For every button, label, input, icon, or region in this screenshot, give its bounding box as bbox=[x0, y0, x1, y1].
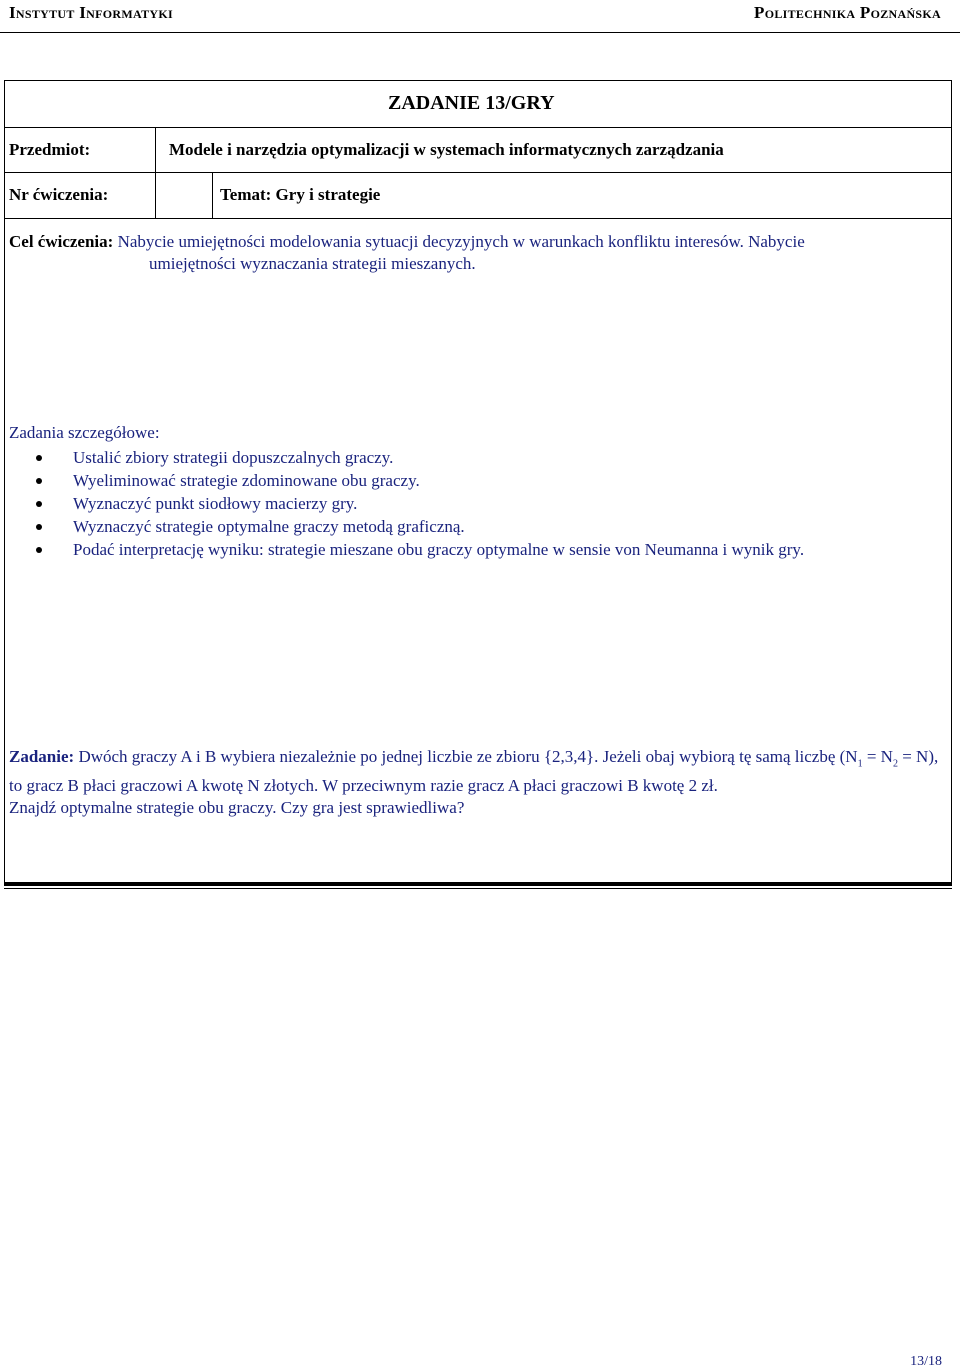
header-rule bbox=[0, 32, 960, 33]
goal-text-line1: Nabycie umiejętności modelowania sytuacji decyzyjnych w warunkach konfliktu interesów. Nabycie bbox=[117, 232, 805, 251]
header-university: Politechnika Poznańska bbox=[754, 3, 941, 22]
table-col-divider-2 bbox=[212, 172, 213, 218]
subject-value: Modele i narzędzia optymalizacji w systemach informatycznych zarządzania bbox=[169, 140, 724, 159]
page-title: ZADANIE 13/GRY bbox=[388, 92, 555, 114]
goal-section bbox=[9, 231, 944, 275]
list-item: Podać interpretację wyniku: strategie mieszane obu graczy optymalne w sensie von Neumanna i wynik gry. bbox=[33, 538, 804, 561]
goal-label: Cel ćwiczenia: bbox=[9, 232, 114, 251]
frame-bottom-rule-thick bbox=[4, 882, 952, 886]
tasks-list bbox=[33, 446, 804, 561]
tasks-heading: Zadania szczegółowe: bbox=[9, 423, 160, 442]
problem-text-3: = N), to gracz B płaci graczowi A kwotę N złotych. W przeciwnym razie gracz A płaci graczowi B kwotę 2 zł. bbox=[9, 747, 939, 796]
list-item: Wyznaczyć punkt siodłowy macierzy gry. bbox=[33, 492, 804, 515]
subscript-1: 1 bbox=[857, 758, 863, 770]
page-header bbox=[0, 0, 960, 30]
subject-label: Przedmiot: bbox=[9, 140, 91, 159]
table-rule-1 bbox=[4, 127, 952, 128]
table-col-divider bbox=[155, 127, 156, 218]
problem-question: Znajdź optymalne strategie obu graczy. Czy gra jest sprawiedliwa? bbox=[9, 798, 465, 818]
frame-bottom-rule-thin bbox=[4, 888, 952, 889]
table-rule-3 bbox=[4, 218, 952, 219]
header-institute: Instytut Informatyki bbox=[9, 3, 173, 22]
list-item: Wyeliminować strategie zdominowane obu graczy. bbox=[33, 469, 804, 492]
list-item: Wyznaczyć strategie optymalne graczy metodą graficzną. bbox=[33, 515, 804, 538]
subscript-2: 2 bbox=[892, 758, 898, 770]
list-item: Ustalić zbiory strategii dopuszczalnych graczy. bbox=[33, 446, 804, 469]
problem-section bbox=[9, 746, 944, 819]
goal-text-line2: umiejętności wyznaczania strategii mieszanych. bbox=[149, 254, 476, 273]
table-rule-2 bbox=[4, 172, 952, 173]
problem-text-2: = N bbox=[862, 747, 893, 766]
page-number: 13/18 bbox=[910, 1354, 942, 1369]
exercise-label: Nr ćwiczenia: bbox=[9, 185, 109, 204]
problem-text-1: Dwóch graczy A i B wybiera niezależnie po jednej liczbie ze zbioru {2,3,4}. Jeżeli obaj wybiorą tę samą liczbę (N bbox=[78, 747, 858, 766]
problem-statement bbox=[9, 746, 944, 797]
problem-label: Zadanie: bbox=[9, 747, 75, 766]
exercise-topic: Temat: Gry i strategie bbox=[220, 185, 381, 204]
